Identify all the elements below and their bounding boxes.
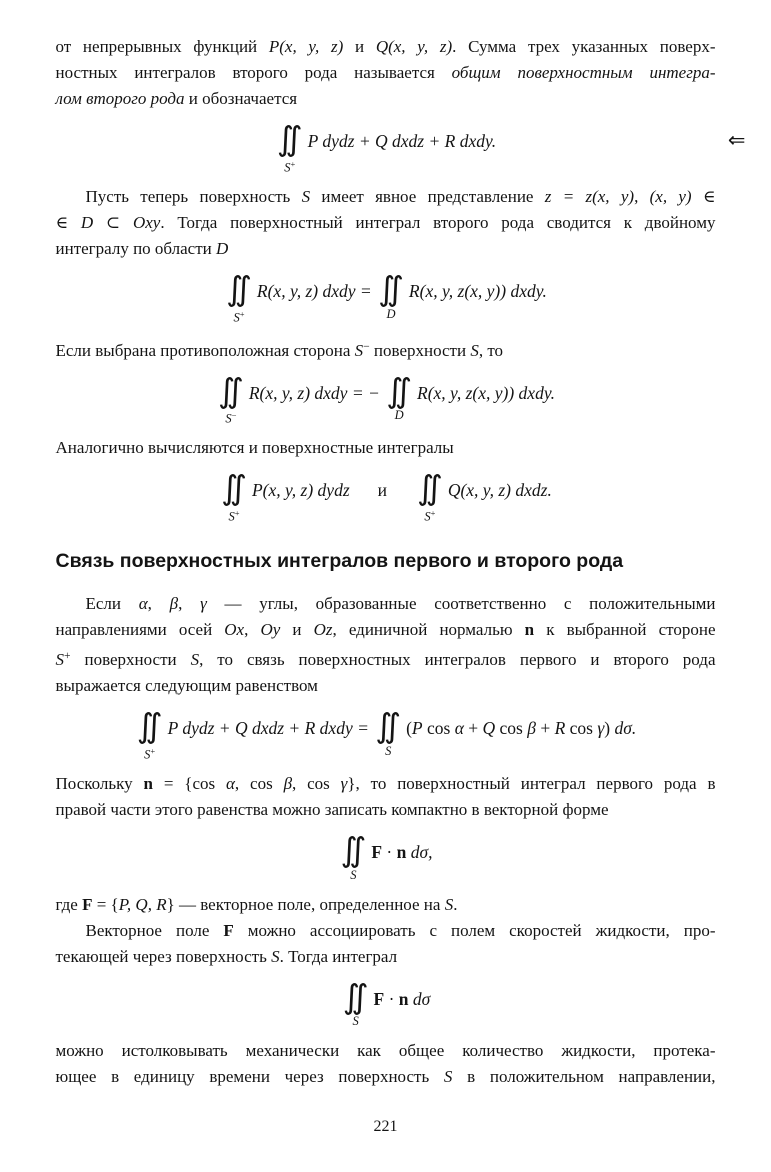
text-line (56, 210, 716, 236)
paragraph-analogous (56, 435, 716, 461)
formula-reduction-to-double-integral (56, 268, 716, 324)
paragraph-since-normal (56, 771, 716, 823)
text-segment: α (138, 594, 148, 614)
text-segment: и обозначается (184, 89, 298, 108)
paragraph-continuation (56, 34, 716, 112)
text-segment: γ (200, 594, 207, 614)
page-number: 221 (373, 1118, 398, 1135)
text-segment: направлениями осей (55, 620, 225, 640)
text-segment: + (239, 308, 245, 319)
formula-body (374, 980, 431, 1012)
text-line (56, 86, 716, 112)
text-segment: S (225, 411, 232, 426)
text-segment: ющее в единицу времени через поверхность (55, 1067, 444, 1087)
integral-subscript (229, 506, 240, 523)
text-segment: , (634, 186, 650, 206)
text-segment: S (385, 743, 392, 758)
text-segment: , единичной нормалью (332, 620, 525, 640)
text-segment: D (394, 408, 404, 423)
formula-connector (378, 471, 387, 503)
text-segment: R(x, y, z(x, y)) dxdy. (417, 382, 555, 403)
text-segment: dσ. (614, 718, 637, 739)
text-segment: , cos (234, 773, 284, 793)
text-segment: γ (597, 718, 605, 739)
formula-body (257, 272, 376, 304)
formula-general-surface-integral (56, 119, 746, 174)
double-integral-icon (342, 976, 369, 1029)
text-segment: D (80, 212, 94, 232)
text-segment: , cos (292, 773, 341, 793)
integral-subscript (385, 744, 391, 758)
integral-subscript (387, 307, 396, 321)
section-heading: Связь поверхностных интегралов первого и второго рода (55, 550, 624, 573)
text-segment: + (150, 745, 156, 756)
text-line (56, 797, 716, 823)
integral-subscript (144, 744, 155, 761)
text-segment: ) (604, 718, 615, 739)
important-marker-arrow-icon: ⇐ (727, 128, 746, 152)
formula-row (341, 976, 431, 1029)
text-segment: выражается следующим равенством (55, 676, 318, 696)
text-segment: F (82, 894, 93, 914)
text-segment: в положительном направлении, (452, 1067, 716, 1087)
double-integral-symbol: ∫∫ (386, 370, 404, 410)
text-segment: cos (422, 718, 455, 739)
text-segment: S (233, 309, 240, 324)
formula-p-q-integrals (56, 468, 716, 524)
text-segment: . (453, 894, 458, 914)
integral-subscript (350, 868, 356, 882)
paragraph-explicit-representation (56, 184, 716, 262)
text-segment: β (169, 594, 179, 614)
text-segment: − (231, 410, 237, 421)
text-line (56, 617, 716, 643)
double-integral-symbol: ∫∫ (342, 976, 360, 1016)
text-segment: n (396, 841, 407, 862)
text-segment: правой части этого равенства можно записать компактно в векторной форме (55, 799, 609, 819)
text-segment: β (283, 773, 293, 793)
double-integral-symbol: ∫∫ (276, 119, 295, 158)
text-segment: + (290, 158, 296, 169)
text-segment: можно ассоциировать с полем скоростей жидкости, про- (233, 920, 716, 940)
text-segment: S (271, 946, 280, 966)
formula-opposite-side (56, 370, 716, 426)
text-segment: , то (478, 340, 504, 360)
text-segment: P (411, 718, 423, 739)
text-segment: P, Q, R (118, 894, 167, 914)
text-segment: cos (495, 718, 528, 739)
text-segment: интегралу по области (55, 238, 216, 258)
text-segment: S (284, 159, 291, 174)
double-integral-symbol: ∫∫ (378, 268, 396, 308)
text-line (56, 34, 716, 60)
text-segment: S (350, 867, 357, 882)
text-segment: P(x, y, z) dydz (251, 480, 350, 501)
text-segment: ∈ (55, 212, 81, 232)
text-segment: текающей через поверхность (55, 946, 272, 966)
paragraph-mechanical-interpretation (56, 1038, 716, 1090)
text-segment: + (234, 508, 240, 519)
integral-subscript (424, 506, 435, 523)
text-segment: — углы, образованные соответственно с положительными (206, 594, 716, 614)
formula-body (168, 709, 374, 741)
formula-body (417, 374, 555, 406)
double-integral-symbol: ∫∫ (218, 370, 236, 410)
text-segment: F (373, 988, 385, 1009)
text-segment: + (64, 649, 71, 663)
text-segment: + (463, 718, 483, 739)
text-segment: . Тогда поверхностный интеграл второго рода сводится к двойному (160, 212, 716, 232)
integral-subscript (233, 307, 244, 324)
formula-row (224, 268, 547, 324)
double-integral-icon (378, 268, 404, 321)
text-segment: лом второго рода (55, 89, 185, 108)
text-segment: Oy (260, 620, 281, 640)
formula-body (252, 471, 350, 503)
text-line (56, 60, 716, 86)
text-segment: dσ, (406, 841, 433, 862)
text-segment: }, то поверхностный интеграл первого рода в (347, 773, 716, 793)
text-line (56, 1038, 716, 1064)
text-segment: где (55, 894, 83, 914)
text-segment: n (143, 773, 153, 793)
text-segment: R(x, y, z) dxdy = − (248, 382, 385, 403)
text-segment: от непрерывных функций (55, 37, 269, 56)
formula-row (219, 468, 552, 524)
text-segment: Если выбрана противоположная сторона (55, 340, 355, 360)
double-integral-icon (386, 370, 412, 423)
text-segment: β (527, 718, 536, 739)
text-segment: n (524, 620, 535, 640)
formula-body (371, 833, 432, 865)
text-line (56, 591, 716, 617)
double-integral-icon (340, 829, 367, 882)
text-segment: · (384, 988, 399, 1009)
text-line (56, 1064, 716, 1090)
text-line (56, 184, 716, 210)
text-segment: , (147, 594, 170, 614)
text-segment: Если (85, 594, 139, 614)
text-segment: общим поверхностным интегра- (451, 63, 716, 82)
text-segment: S (55, 650, 64, 670)
text-segment: Поскольку (55, 773, 144, 793)
double-integral-icon (136, 706, 163, 761)
text-segment: S (424, 509, 431, 524)
text-segment: R (554, 718, 566, 739)
text-segment: Аналогично вычисляются и поверхностные интегралы (55, 438, 454, 458)
text-segment: Oxy (132, 212, 161, 232)
text-segment: n (398, 988, 409, 1009)
text-segment: D (216, 238, 229, 258)
text-segment: S (190, 650, 200, 670)
text-segment: и (280, 620, 314, 640)
text-segment: + (535, 718, 555, 739)
text-segment: к выбранной стороне (534, 620, 716, 640)
text-segment: S (144, 746, 151, 761)
text-segment: S (443, 1067, 453, 1087)
text-segment: P(x, y, z) (268, 37, 344, 56)
formula-row (216, 370, 555, 426)
text-segment: Oz (313, 620, 333, 640)
formula-body (249, 374, 384, 406)
double-integral-icon (218, 370, 244, 426)
text-segment: , то связь поверхностных интегралов первого и второго рода (199, 650, 716, 670)
text-segment: z = z(x, y) (544, 186, 635, 206)
formula-row (135, 706, 637, 761)
text-segment: поверхности (70, 650, 191, 670)
formula-row (339, 829, 433, 882)
text-segment: F (223, 920, 234, 940)
integral-subscript (395, 408, 404, 422)
text-segment: Ox (224, 620, 245, 640)
text-line (56, 771, 716, 797)
text-line (56, 236, 716, 262)
text-segment: Q(x, y, z) (375, 37, 453, 56)
text-line (56, 918, 716, 944)
text-segment: , (244, 620, 261, 640)
text-segment: P dydz + Q dxdz + R dxdy = (167, 718, 374, 739)
formula-first-second-kind-relation (56, 706, 716, 761)
page-content (55, 34, 746, 1090)
text-segment: − (363, 339, 370, 353)
text-segment: ностных интегралов второго рода называется (55, 63, 452, 82)
double-integral-symbol: ∫∫ (340, 829, 358, 869)
text-segment: можно истолковывать механически как общее количество жидкости, протека- (55, 1041, 716, 1061)
text-segment: dσ (408, 988, 431, 1009)
text-segment: α (454, 718, 464, 739)
double-integral-icon (417, 468, 443, 524)
text-segment: cos (565, 718, 598, 739)
text-segment: R(x, y, z) dxdy = (256, 280, 377, 301)
formula-body (409, 272, 547, 304)
text-segment: имеет явное представление (310, 186, 545, 206)
text-segment: поверхности (369, 340, 471, 360)
text-segment: = { (92, 894, 119, 914)
text-segment: Q(x, y, z) dxdz. (447, 480, 552, 501)
text-segment: ∈ (691, 186, 716, 206)
paragraph-where-field (56, 892, 716, 918)
text-segment: } — векторное поле, определенное на (166, 894, 445, 914)
double-integral-icon (226, 268, 252, 324)
formula-body (448, 471, 552, 503)
text-segment: S (354, 340, 364, 360)
text-segment: , (178, 594, 201, 614)
text-line (56, 435, 716, 461)
text-segment: Векторное поле (85, 920, 224, 940)
text-segment: S (352, 1014, 359, 1029)
text-line (56, 334, 716, 364)
text-segment: ( (406, 718, 412, 739)
text-segment: и (377, 480, 388, 501)
double-integral-symbol: ∫∫ (221, 468, 239, 508)
paragraph-opposite-side (56, 334, 716, 364)
text-segment: = {cos (153, 773, 226, 793)
double-integral-symbol: ∫∫ (226, 268, 244, 308)
formula-row (275, 119, 497, 174)
text-segment: R(x, y, z(x, y)) dxdy. (408, 280, 547, 301)
text-segment: F (371, 841, 383, 862)
integral-subscript (284, 157, 295, 174)
text-segment: γ (340, 773, 348, 793)
paragraph-angles (56, 591, 716, 699)
formula-vector-form (56, 829, 716, 882)
text-line (56, 944, 716, 970)
text-line (56, 673, 716, 699)
text-line (56, 892, 716, 918)
text-segment: (x, y) (649, 186, 692, 206)
formula-body (406, 709, 636, 741)
double-integral-symbol: ∫∫ (136, 706, 154, 746)
integral-subscript (352, 1014, 358, 1028)
double-integral-icon (375, 706, 401, 758)
text-segment: D (386, 306, 396, 321)
text-segment: . Тогда интеграл (279, 946, 398, 966)
text-segment: и (343, 37, 376, 56)
formula-body (308, 122, 497, 154)
integral-subscript (225, 408, 236, 425)
text-segment: S (470, 340, 479, 360)
text-segment: Q (482, 718, 496, 739)
text-segment: S (228, 509, 235, 524)
double-integral-icon (276, 119, 303, 174)
double-integral-symbol: ∫∫ (417, 468, 435, 508)
text-segment: Пусть теперь поверхность (85, 186, 302, 206)
text-segment: ⊂ (93, 212, 133, 232)
text-segment: + (430, 508, 436, 519)
formula-flux-integral (56, 976, 716, 1029)
text-segment: · (382, 841, 397, 862)
text-segment: S (301, 186, 311, 206)
double-integral-symbol: ∫∫ (375, 706, 393, 746)
text-segment: P dydz + Q dxdz + R dxdy. (307, 131, 497, 151)
text-segment: S (444, 894, 454, 914)
double-integral-icon (221, 468, 247, 524)
paragraph-vector-field-fluid (56, 918, 716, 970)
text-line (56, 643, 716, 673)
text-segment: . Сумма трех указанных поверх- (452, 37, 716, 56)
text-segment: α (225, 773, 235, 793)
